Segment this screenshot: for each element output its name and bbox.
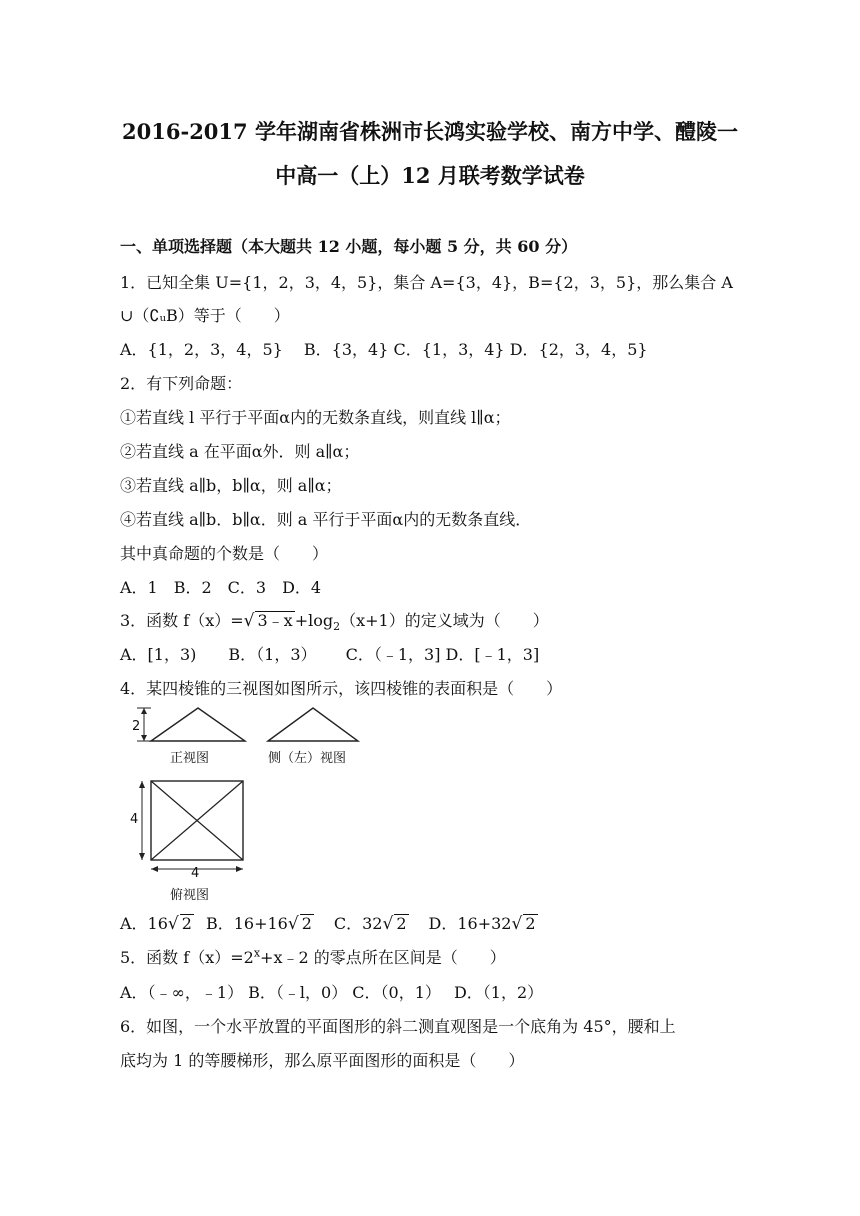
side-view-figure <box>262 702 362 748</box>
sqrt-value: 2 <box>181 914 192 933</box>
sqrt-value: 2 <box>525 914 536 933</box>
q2-stem: 2．有下列命题： <box>120 374 243 393</box>
q2-proposition-4: ④若直线 a∥b．b∥α．则 a 平行于平面α内的无数条直线． <box>120 510 532 529</box>
q4-option-c: C．32 <box>333 914 383 933</box>
dim-arrow-left-down <box>139 853 145 860</box>
dim-arrow-down <box>141 735 147 741</box>
q6-line-1: 6．如图，一个水平放置的平面图形的斜二测直观图是一个底角为 45°，腰和上 <box>120 1017 676 1036</box>
section-heading: 一、单项选择题（本大题共 12 小题，每小题 5 分，共 60 分） <box>120 237 578 256</box>
dim-side-label: 4 <box>130 812 139 827</box>
q4-option-a: A．16 <box>120 914 168 933</box>
q2-proposition-2: ②若直线 a 在平面α外．则 a∥α； <box>120 442 360 461</box>
q6-line-2: 底均为 1 的等腰梯形，那么原平面图形的面积是（ ） <box>120 1051 525 1070</box>
top-view-figure <box>125 778 250 878</box>
q2-proposition-1: ①若直线 l 平行于平面α内的无数条直线，则直线 l∥α； <box>120 408 511 427</box>
top-view-label: 俯视图 <box>170 888 210 903</box>
radical-sign: √ <box>167 914 179 934</box>
front-view-label: 正视图 <box>170 751 210 766</box>
q5-options: A．（﹣∞，﹣1） B．（﹣l，0） C．（0，1） D．（1，2） <box>120 983 544 1002</box>
dim-arrow-left-up <box>139 781 145 788</box>
q3-log-base: 2 <box>333 620 341 634</box>
q2-proposition-3: ③若直线 a∥b，b∥α，则 a∥α； <box>120 476 342 495</box>
q1-line-1: 1．已知全集 U={1，2，3，4，5}，集合 A={3，4}，B={2，3，5}，那么集合 A <box>120 273 733 292</box>
dim-arrow-bottom-left <box>151 866 158 872</box>
q3-options: A．[1，3) B．（1，3） C．（﹣1，3] D．[﹣1，3] <box>120 645 540 664</box>
title-line-1: 2016-2017 学年湖南省株洲市长鸿实验学校、南方中学、醴陵一 <box>122 119 738 144</box>
q3-prefix: 3．函数 f（x）= <box>120 611 244 630</box>
front-view-triangle <box>151 708 245 741</box>
q5-prefix: 5．函数 f（x）=2 <box>120 948 254 967</box>
q4-options <box>120 911 538 934</box>
side-view-triangle <box>268 708 358 741</box>
q5-stem <box>120 945 506 968</box>
dim-height-label: 2 <box>132 719 141 734</box>
radical-sign: √ <box>287 914 299 934</box>
q4-option-d: D．16+32 <box>428 914 512 933</box>
q3-log: +log <box>294 611 334 630</box>
q5-exponent: x <box>253 946 261 960</box>
radical-sign: √ <box>511 914 523 934</box>
front-view-figure <box>125 702 250 748</box>
q2-question: 其中真命题的个数是（ ） <box>120 544 329 563</box>
radical-sign: √ <box>243 611 255 631</box>
q4-stem: 4．某四棱锥的三视图如图所示，该四棱锥的表面积是（ ） <box>120 679 563 698</box>
sqrt-value: 2 <box>301 914 312 933</box>
q2-options: A．1 B．2 C．3 D．4 <box>120 578 322 597</box>
q3-stem <box>120 608 549 633</box>
q5-suffix: +x﹣2 的零点所在区间是（ ） <box>260 948 506 967</box>
q4-option-b: B．16+16 <box>205 914 288 933</box>
radical-sign: √ <box>382 914 394 934</box>
dim-arrow-up <box>141 708 147 714</box>
side-view-label: 侧（左）视图 <box>268 751 347 766</box>
q3-suffix: （x+1）的定义域为（ ） <box>340 611 549 630</box>
q1-options: A．{1，2，3，4，5} B．{3，4} C．{1，3，4} D．{2，3，4，5} <box>120 340 648 359</box>
dim-bottom-label: 4 <box>191 866 200 881</box>
dim-arrow-bottom-right <box>236 866 243 872</box>
title-line-2: 中高一（上）12 月联考数学试卷 <box>275 163 585 188</box>
sqrt-value: 2 <box>396 914 407 933</box>
q1-line-2: ∪（∁ᵤB）等于（ ） <box>120 306 290 325</box>
q3-radicand: 3﹣x <box>257 611 293 630</box>
